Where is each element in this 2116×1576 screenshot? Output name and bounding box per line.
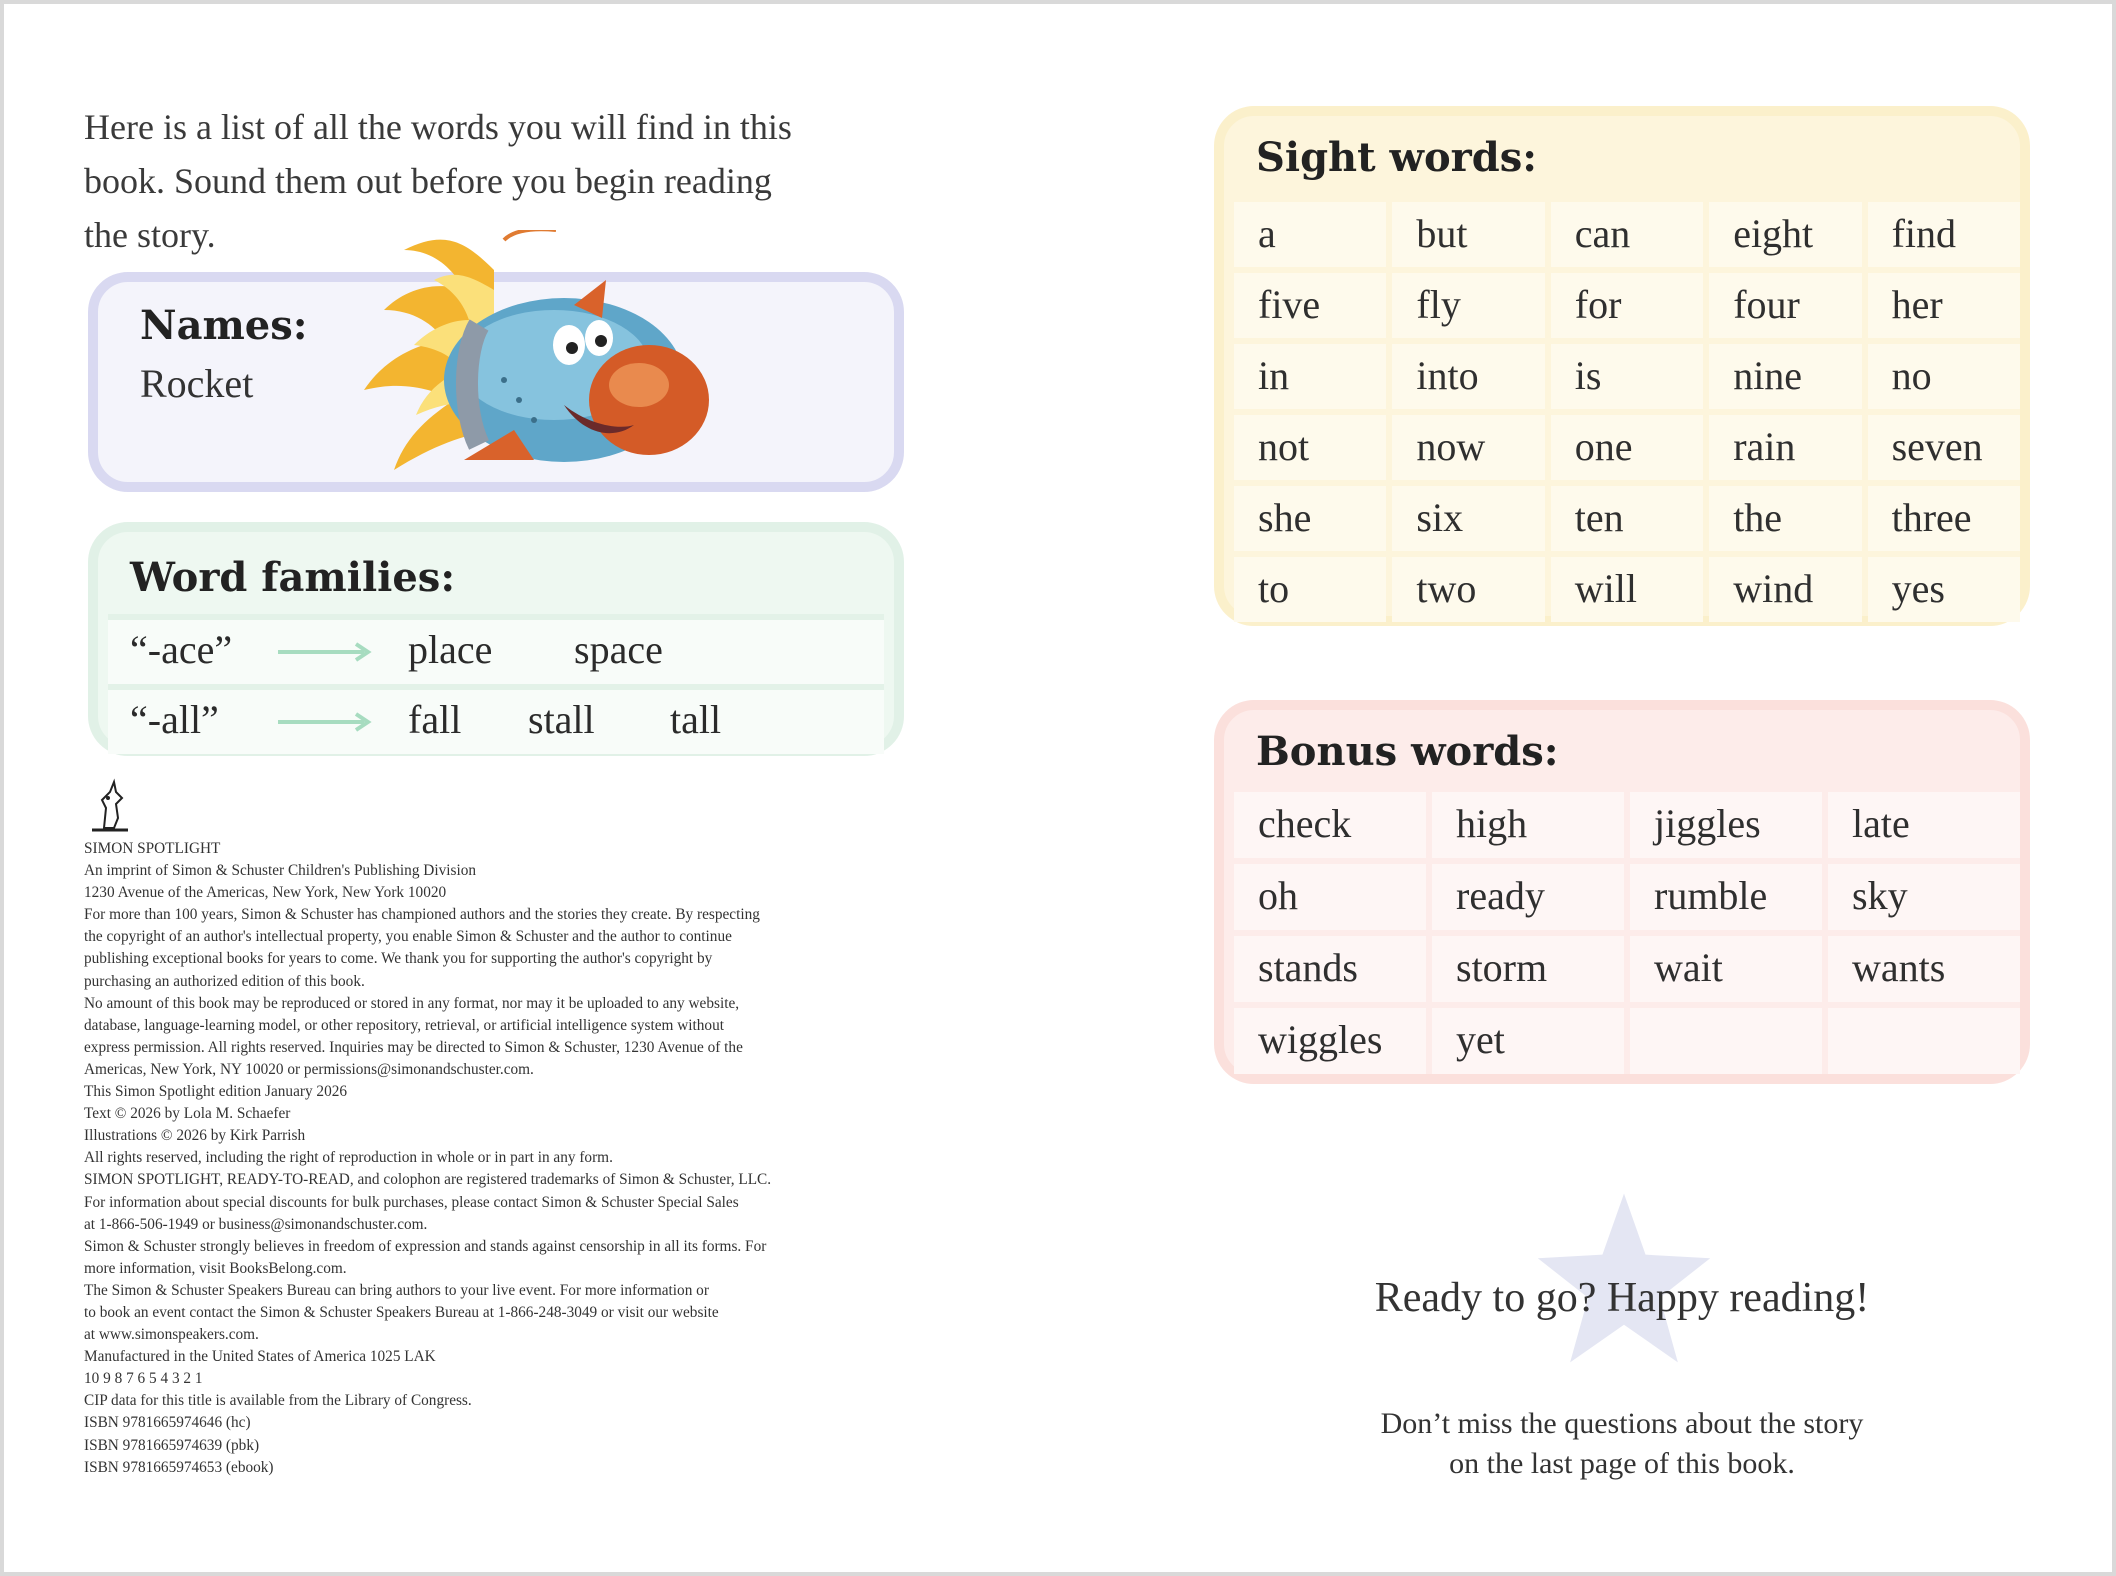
sight-word-cell: the [1709,486,1861,551]
credit-line: at 1-866-506-1949 or business@simonandschuster.com. [84,1215,428,1233]
credit-line: Simon & Schuster strongly believes in freedom of expression and stands against censorship in all its forms. For [84,1237,767,1255]
bonus-word-cell: rumble [1630,864,1822,930]
sight-word-cell: one [1551,415,1703,480]
sight-word-cell: six [1392,486,1544,551]
bonus-word-cell: stands [1234,936,1426,1002]
credit-line: 10 9 8 7 6 5 4 3 2 1 [84,1370,203,1388]
sight-word-cell: fly [1392,273,1544,338]
bonus-word-cell: storm [1432,936,1624,1002]
word-family-word: place [408,627,493,672]
word-family-suffix: “-ace” [130,627,233,672]
sight-word-cell: ten [1551,486,1703,551]
bonus-word-cell: wiggles [1234,1008,1426,1074]
sight-word-cell: is [1551,344,1703,409]
credit-line: Manufactured in the United States of America 1025 LAK [84,1348,436,1366]
intro-line: Here is a list of all the words you will find in this [84,107,792,147]
word-families-box [88,522,904,756]
credit-line: All rights reserved, including the right of reproduction in whole or in part in any form. [84,1149,613,1167]
credit-line: more information, visit BooksBelong.com. [84,1259,347,1277]
arrow-right-icon [278,642,372,662]
sight-word-cell: but [1392,202,1544,267]
credit-line: publishing exceptional books for years to come. We thank you for supporting the author's copyright by [84,950,713,968]
credit-line: This Simon Spotlight edition January 2026 [84,1083,348,1101]
word-families-title: Word families: [130,554,456,601]
sight-word-cell: for [1551,273,1703,338]
credit-line: Illustrations © 2026 by Kirk Parrish [84,1127,306,1145]
sight-word-cell: she [1234,486,1386,551]
bonus-word-cell: high [1432,792,1624,858]
sight-word-cell: four [1709,273,1861,338]
bonus-words-title: Bonus words: [1256,728,1559,775]
credit-line: database, language-learning model, or other repository, retrieval, or artificial intelligence system without [84,1016,724,1034]
bonus-word-cell: sky [1828,864,2020,930]
word-family-word: stall [528,697,595,742]
word-family-word: tall [670,697,722,742]
bonus-word-cell [1828,1008,2020,1074]
credit-line: to book an event contact the Simon & Schuster Speakers Bureau at 1-866-248-3049 or visit our website [84,1303,719,1321]
credit-line: Text © 2026 by Lola M. Schaefer [84,1105,291,1123]
sight-word-cell: two [1392,557,1544,622]
bonus-word-cell: yet [1432,1008,1624,1074]
word-family-word: space [574,627,663,672]
rocket-illustration [344,230,714,510]
sight-word-cell: five [1234,273,1386,338]
sight-word-cell: find [1868,202,2020,267]
publisher-logo [84,778,136,834]
names-title: Names: [140,302,308,349]
sight-word-cell: can [1551,202,1703,267]
ready-to-go-text: Ready to go? Happy reading! [1374,1275,1870,1321]
bonus-words-box [1214,700,2030,1084]
credit-line: Americas, New York, NY 10020 or permissions@simonandschuster.com. [84,1060,534,1078]
credit-line: For more than 100 years, Simon & Schuster has championed authors and the stories they create. By respecting [84,906,760,924]
sight-word-cell: not [1234,415,1386,480]
word-family-suffix: “-all” [130,697,219,742]
word-family-word: fall [408,697,462,742]
sight-word-cell: three [1868,486,2020,551]
credit-line: express permission. All rights reserved. Inquiries may be directed to Simon & Schuster, 1230 Avenue of the [84,1038,743,1056]
sight-word-cell: no [1868,344,2020,409]
sight-word-cell: her [1868,273,2020,338]
credit-line: SIMON SPOTLIGHT [84,840,221,857]
copyright-credits [84,838,914,1479]
bonus-word-cell: oh [1234,864,1426,930]
credit-line: CIP data for this title is available from the Library of Congress. [84,1392,472,1410]
book-spread [4,4,2112,1572]
questions-note-line: on the last page of this book. [1449,1447,1795,1480]
sight-word-cell: will [1551,557,1703,622]
sight-word-cell: in [1234,344,1386,409]
sight-word-cell: seven [1868,415,2020,480]
sight-word-cell: eight [1709,202,1861,267]
sight-word-cell: nine [1709,344,1861,409]
credit-line: 1230 Avenue of the Americas, New York, New York 10020 [84,884,447,902]
sight-word-cell: wind [1709,557,1861,622]
credit-line: the copyright of an author's intellectual property, you enable Simon & Schuster and the author to continue [84,928,732,946]
credit-line: The Simon & Schuster Speakers Bureau can bring authors to your live event. For more information or [84,1281,709,1299]
sight-word-cell: now [1392,415,1544,480]
credit-line: An imprint of Simon & Schuster Children's Publishing Division [84,862,476,880]
bonus-word-cell [1630,1008,1822,1074]
names-value: Rocket [140,361,254,406]
credit-line: For information about special discounts for bulk purchases, please contact Simon & Schuster Special Sales [84,1193,739,1211]
sight-words-grid [1234,202,2020,622]
sight-word-cell: a [1234,202,1386,267]
credit-line: No amount of this book may be reproduced or stored in any format, nor may it be uploaded to any website, [84,994,740,1012]
credit-line: ISBN 9781665974653 (ebook) [84,1458,274,1476]
word-family-row [108,614,884,684]
credit-line: purchasing an authorized edition of this book. [84,972,365,990]
credit-line: ISBN 9781665974639 (pbk) [84,1436,260,1454]
bonus-words-grid [1234,792,2020,1074]
sight-word-cell: into [1392,344,1544,409]
credit-line: at www.simonspeakers.com. [84,1326,259,1344]
intro-line: the story. [84,215,216,255]
bonus-word-cell: wants [1828,936,2020,1002]
bonus-word-cell: check [1234,792,1426,858]
credit-line: SIMON SPOTLIGHT, READY-TO-READ, and colophon are registered trademarks of Simon & Schuster, LLC. [84,1171,772,1189]
sight-word-cell: yes [1868,557,2020,622]
sight-word-cell: to [1234,557,1386,622]
intro-line: book. Sound them out before you begin reading [84,161,772,201]
bonus-word-cell: jiggles [1630,792,1822,858]
questions-note [1214,1404,2030,1484]
arrow-right-icon [278,712,372,732]
sight-word-cell: rain [1709,415,1861,480]
questions-note-line: Don’t miss the questions about the story [1380,1407,1864,1440]
credit-line: ISBN 9781665974646 (hc) [84,1414,251,1432]
word-family-row [108,684,884,754]
sight-words-title: Sight words: [1256,134,1537,181]
bonus-word-cell: late [1828,792,2020,858]
bonus-word-cell: wait [1630,936,1822,1002]
sight-words-box [1214,106,2030,626]
bonus-word-cell: ready [1432,864,1624,930]
